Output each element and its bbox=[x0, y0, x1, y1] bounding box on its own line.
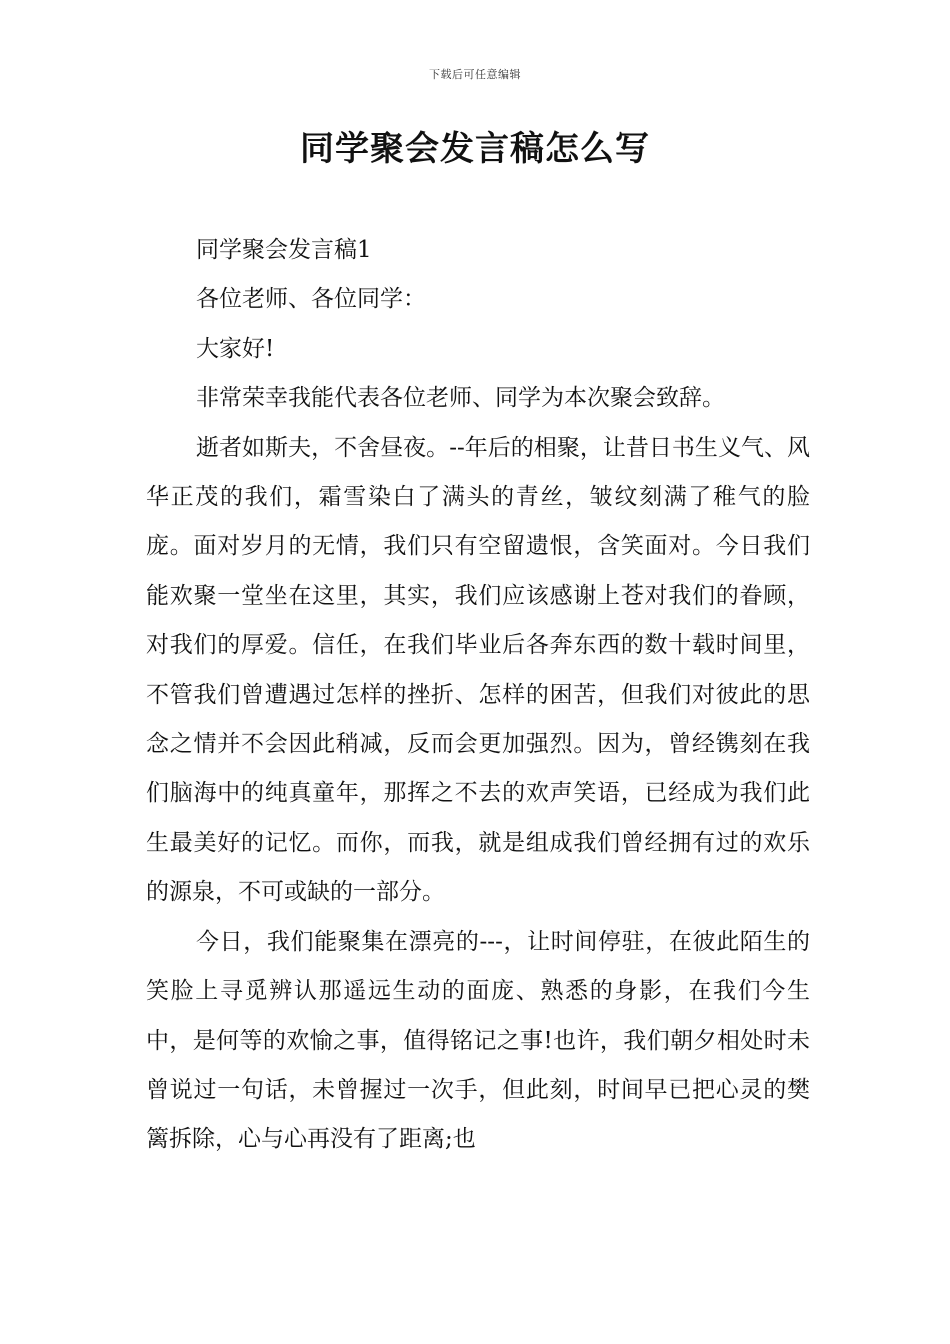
paragraph-body-2: 今日，我们能聚集在漂亮的---，让时间停驻，在彼此陌生的笑脸上寻觅辨认那遥远生动的面庞、熟悉的身影，在我们今生中，是何等的欢愉之事，值得铭记之事!也许，我们朝夕相处时未曾说过一句话，未曾握过一次手，但此刻，时间早已把心灵的樊篱拆除，心与心再没有了距离;也 bbox=[146, 928, 810, 1153]
paragraph-intro: 非常荣幸我能代表各位老师、同学为本次聚会致辞。 bbox=[196, 385, 725, 412]
paragraph-greeting: 大家好! bbox=[196, 335, 275, 362]
paragraph-heading: 同学聚会发言稿1 bbox=[196, 237, 372, 263]
header-note: 下载后可任意编辑 bbox=[429, 68, 521, 81]
paragraph-body-1: 逝者如斯夫，不舍昼夜。--年后的相聚，让昔日书生义气、风华正茂的我们，霜雪染白了满头的青丝，皱纹刻满了稚气的脸庞。面对岁月的无情，我们只有空留遗恨，含笑面对。今日我们能欢聚一堂坐在这里，其实，我们应该感谢上苍对我们的眷顾，对我们的厚爱。信任，在我们毕业后各奔东西的数十载时间里，不管我们曾遭遇过怎样的挫折、怎样的困苦，但我们对彼此的思念之情并不会因此稍减，反而会更加强烈。因为，曾经镌刻在我们脑海中的纯真童年，那挥之不去的欢声笑语，已经成为我们此生最美好的记忆。而你，而我，就是组成我们曾经拥有过的欢乐的源泉，不可或缺的一部分。 bbox=[146, 434, 810, 906]
paragraph-salutation: 各位老师、各位同学： bbox=[196, 286, 426, 313]
document-title: 同学聚会发言稿怎么写 bbox=[300, 129, 650, 169]
document-body bbox=[146, 226, 810, 1165]
